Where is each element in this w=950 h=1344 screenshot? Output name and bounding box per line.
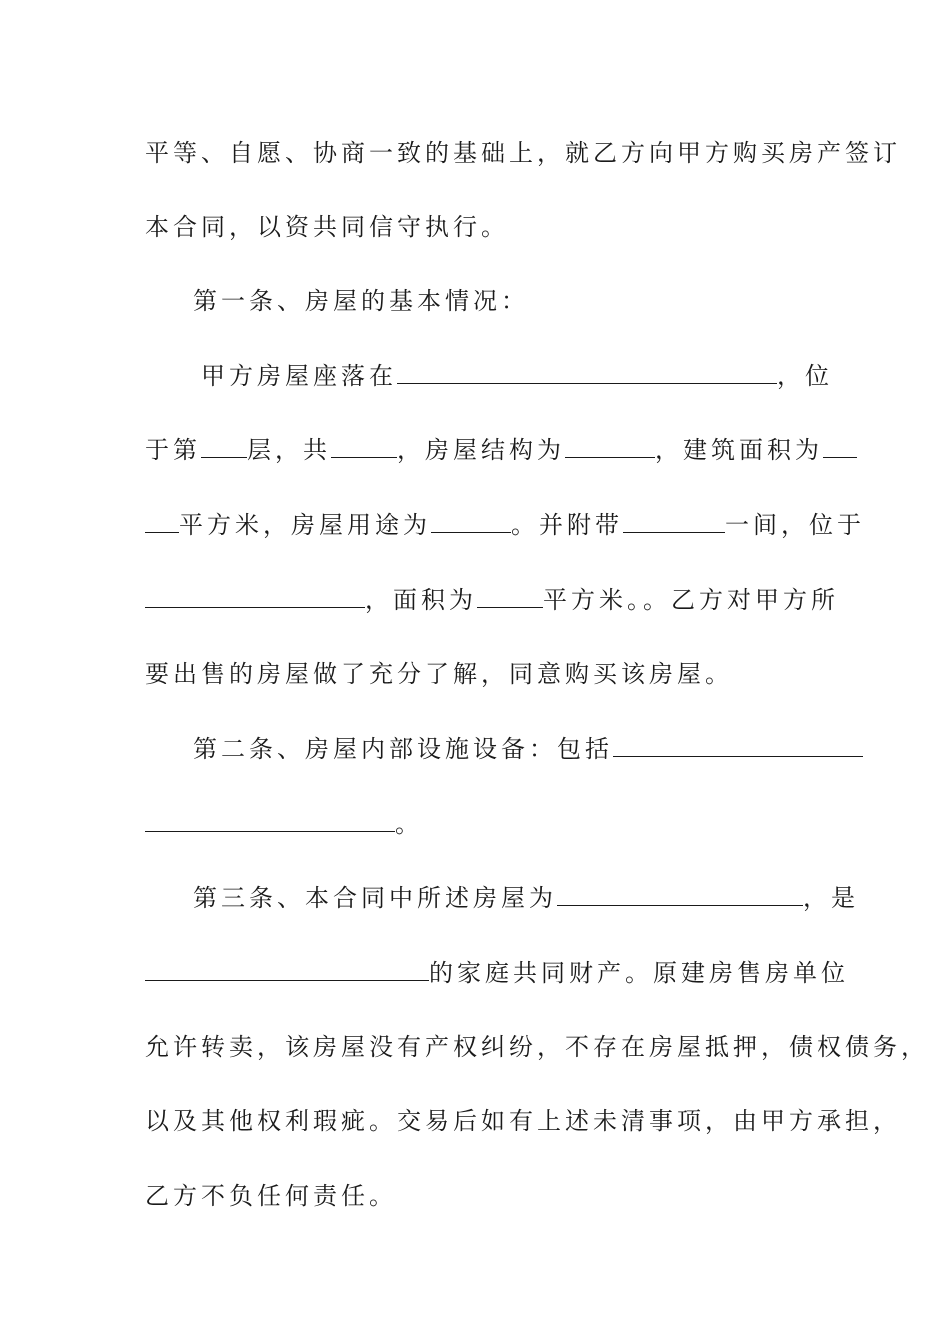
fill-blank[interactable] bbox=[201, 437, 247, 458]
fill-blank[interactable] bbox=[145, 960, 429, 981]
article-3-line: 第三条、本合同中所述房屋为 ，是 bbox=[193, 884, 859, 912]
article-2-line: 第二条、房屋内部设施设备：包括 bbox=[193, 734, 863, 764]
fill-blank[interactable] bbox=[145, 811, 395, 832]
paragraph-line: 甲方房屋座落在 ，位 bbox=[201, 362, 833, 390]
paragraph-line: 。 bbox=[145, 809, 423, 839]
fill-blank[interactable] bbox=[565, 437, 655, 458]
fill-blank[interactable] bbox=[477, 587, 543, 608]
paragraph-line: 平等、自愿、协商一致的基础上，就乙方向甲方购买房产签订 bbox=[145, 139, 901, 167]
fill-blank[interactable] bbox=[623, 512, 725, 533]
paragraph-line: 以及其他权利瑕疵。交易后如有上述未清事项，由甲方承担， bbox=[145, 1107, 901, 1135]
paragraph-line: 的家庭共同财产。原建房售房单位 bbox=[145, 958, 849, 988]
paragraph-line: 乙方不负任何责任。 bbox=[145, 1182, 397, 1210]
paragraph-line: 本合同，以资共同信守执行。 bbox=[145, 213, 509, 241]
fill-blank[interactable] bbox=[331, 437, 397, 458]
paragraph-line: 平方米，房屋用途为 。并附带 一间，位于 bbox=[145, 510, 865, 540]
fill-blank[interactable] bbox=[397, 363, 777, 384]
paragraph-line: 于第 层，共 ，房屋结构为 ，建筑面积为 bbox=[145, 435, 857, 465]
article-1-heading: 第一条、房屋的基本情况： bbox=[193, 287, 529, 315]
fill-blank[interactable] bbox=[431, 512, 511, 533]
fill-blank[interactable] bbox=[145, 512, 179, 533]
fill-blank[interactable] bbox=[557, 885, 803, 906]
paragraph-line: 允许转卖，该房屋没有产权纠纷，不存在房屋抵押，债权债务， bbox=[145, 1033, 929, 1061]
paragraph-line: 要出售的房屋做了充分了解，同意购买该房屋。 bbox=[145, 660, 733, 688]
paragraph-line: ，面积为 平方米。。乙方对甲方所 bbox=[145, 585, 839, 615]
fill-blank[interactable] bbox=[613, 736, 863, 757]
fill-blank[interactable] bbox=[145, 587, 365, 608]
fill-blank[interactable] bbox=[823, 437, 857, 458]
